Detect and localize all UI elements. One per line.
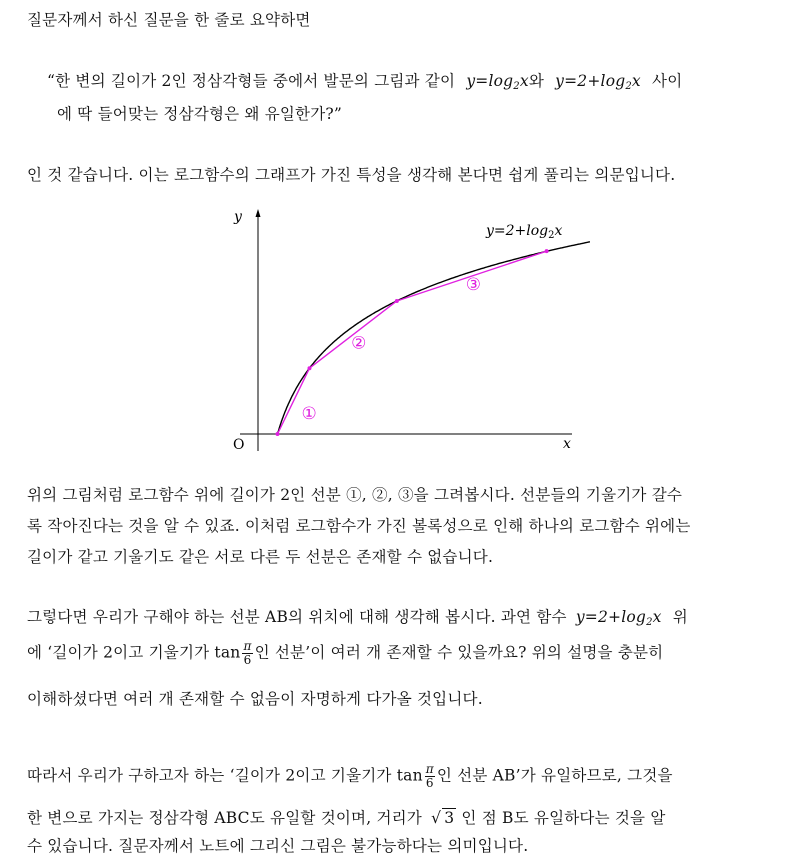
origin-label: O [233, 437, 245, 453]
y-axis-arrow-icon [256, 209, 261, 217]
quote-and: 와 [528, 72, 544, 90]
quote-text-a: “한 변의 길이가 2인 정삼각형들 중에서 발문의 그림과 같이 [47, 72, 456, 90]
log-curve [278, 241, 591, 434]
equation-log: $y=\log_2x$ [466, 72, 529, 92]
intro-text: 질문자께서 하신 질문을 한 줄로 요약하면 [27, 11, 311, 29]
quote-line-1 [47, 69, 682, 92]
segment-1 [278, 368, 310, 434]
para2-text-d: 인 선분’이 여러 개 존재할 수 있을까요? 위의 설명을 충분히 [254, 643, 664, 662]
segment-endpoint-2 [307, 366, 311, 370]
para2-text-c: 에 ‘길이가 2이고 기울기가 tan [27, 643, 241, 662]
para1-line-2: 록 작아진다는 것을 알 수 있죠. 이처럼 로그함수가 가진 볼록성으로 인해 하나의 로그함수 위에는 [27, 517, 691, 535]
curve-label: $y=2+\log_2x$ [486, 223, 563, 241]
para2-line-3: 이해하셨다면 여러 개 존재할 수 없음이 자명하게 다가올 것입니다. [27, 690, 483, 708]
para3-text-b: 인 선분 AB’가 유일하므로, 그것을 [436, 766, 673, 785]
segment-endpoint-3 [395, 299, 399, 303]
para1-line-1: 위의 그림처럼 로그함수 위에 길이가 2인 선분 ①, ②, ③을 그려봅시다. 선분들의 기울기가 갈수 [27, 486, 683, 504]
para2-text-b: 위 [672, 608, 688, 626]
segment-label-3: ③ [465, 275, 481, 296]
quote-line-2: 에 딱 들어맞는 정삼각형은 왜 유일한가?” [57, 105, 343, 123]
segment-label-2: ② [351, 333, 367, 354]
x-axis-label: x [563, 436, 571, 452]
para3-text-a: 따라서 우리가 구하고자 하는 ‘길이가 2이고 기울기가 tan [27, 766, 423, 785]
segment-endpoint-1 [276, 432, 280, 436]
para1-line-3: 길이가 같고 기울기도 같은 서로 다른 두 선분은 존재할 수 없습니다. [27, 548, 494, 566]
equation-shifted-log: $y=2+\log_2x$ [555, 72, 641, 92]
quote-text-b: 사이 [652, 72, 683, 90]
para3-text-c: 한 변으로 가지는 정삼각형 ABC도 유일할 것이며, 거리가 [27, 809, 422, 827]
segment-endpoint-4 [545, 249, 549, 253]
equation-function: $y=2+\log_2x$ [575, 608, 662, 628]
y-axis-label: y [234, 209, 242, 225]
para3-text-d: 인 점 B도 유일하다는 것을 알 [461, 809, 666, 827]
para2-line-2 [27, 640, 663, 667]
sqrt-3: √ 3 [431, 809, 455, 827]
para3-line-1 [27, 763, 673, 790]
pi-over-6-fraction-2: $\frac{\pi}{6}$ [425, 762, 434, 790]
para3-line-3: 수 있습니다. 질문자께서 노트에 그리신 그림은 불가능하다는 의미입니다. [27, 837, 529, 855]
para2-text-a: 그렇다면 우리가 구해야 하는 선분 AB의 위치에 대해 생각해 봅시다. 과연 함수 [27, 608, 567, 626]
log-graph-figure [220, 203, 590, 458]
seems-text: 인 것 같습니다. 이는 로그함수의 그래프가 가진 특성을 생각해 본다면 쉽게 풀리는 의문입니다. [27, 166, 676, 184]
para3-line-2 [27, 806, 666, 828]
segment-label-1: ① [301, 404, 317, 425]
pi-over-6-fraction: $\frac{\pi}{6}$ [243, 639, 252, 667]
para2-line-1 [27, 605, 688, 628]
